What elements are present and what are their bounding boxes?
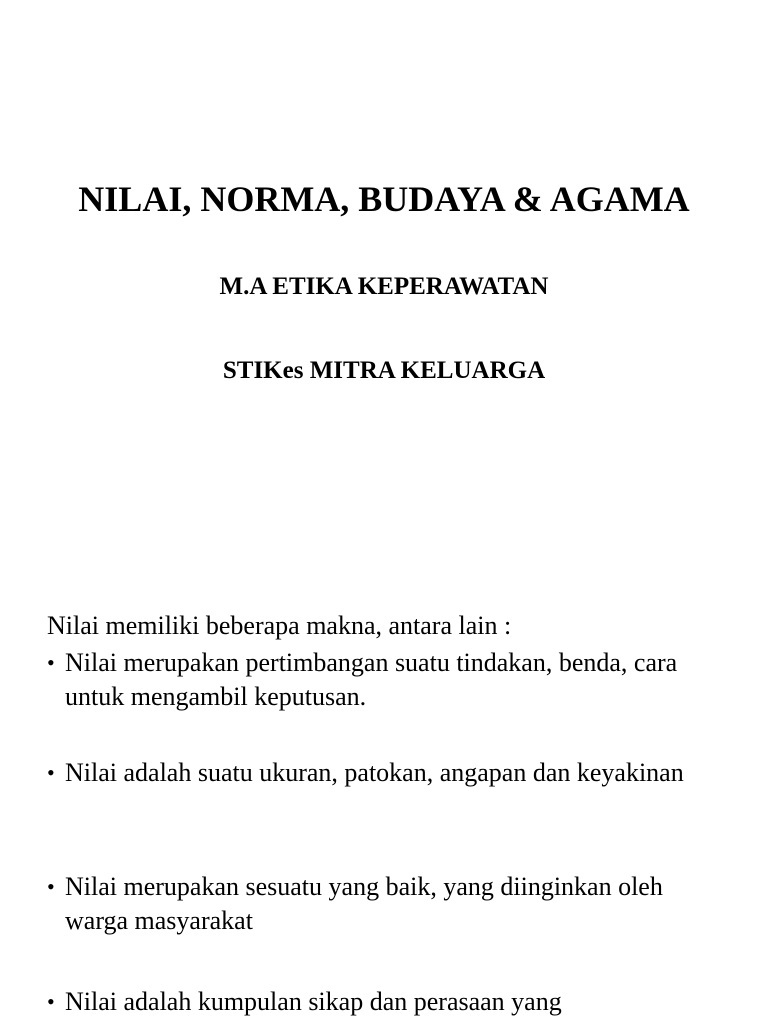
institution-subtitle: STIKes MITRA KELUARGA — [222, 357, 546, 384]
slide-title: NILAI, NORMA, BUDAYA & AGAMA — [78, 179, 690, 219]
list-item — [47, 985, 727, 1019]
intro-text: Nilai memiliki beberapa makna, antara lain : — [47, 611, 512, 640]
list-item — [47, 646, 727, 714]
course-subtitle: M.A ETIKA KEPERAWATAN — [219, 273, 549, 300]
bullet-icon: • — [47, 650, 55, 675]
list-item — [47, 756, 727, 790]
bullet-text: Nilai adalah kumpulan sikap dan perasaan yang — [65, 987, 562, 1016]
bullet-icon: • — [47, 760, 55, 785]
list-item — [47, 870, 727, 938]
bullet-icon: • — [47, 874, 55, 899]
content-slide — [0, 576, 768, 1024]
bullet-text: Nilai merupakan pertimbangan suatu tindakan, benda, cara untuk mengambil keputusan. — [65, 648, 678, 711]
bullet-text: Nilai merupakan sesuatu yang baik, yang diinginkan oleh warga masyarakat — [65, 872, 663, 935]
bullet-icon: • — [47, 989, 55, 1014]
bullet-text: Nilai adalah suatu ukuran, patokan, angapan dan keyakinan — [65, 758, 684, 787]
